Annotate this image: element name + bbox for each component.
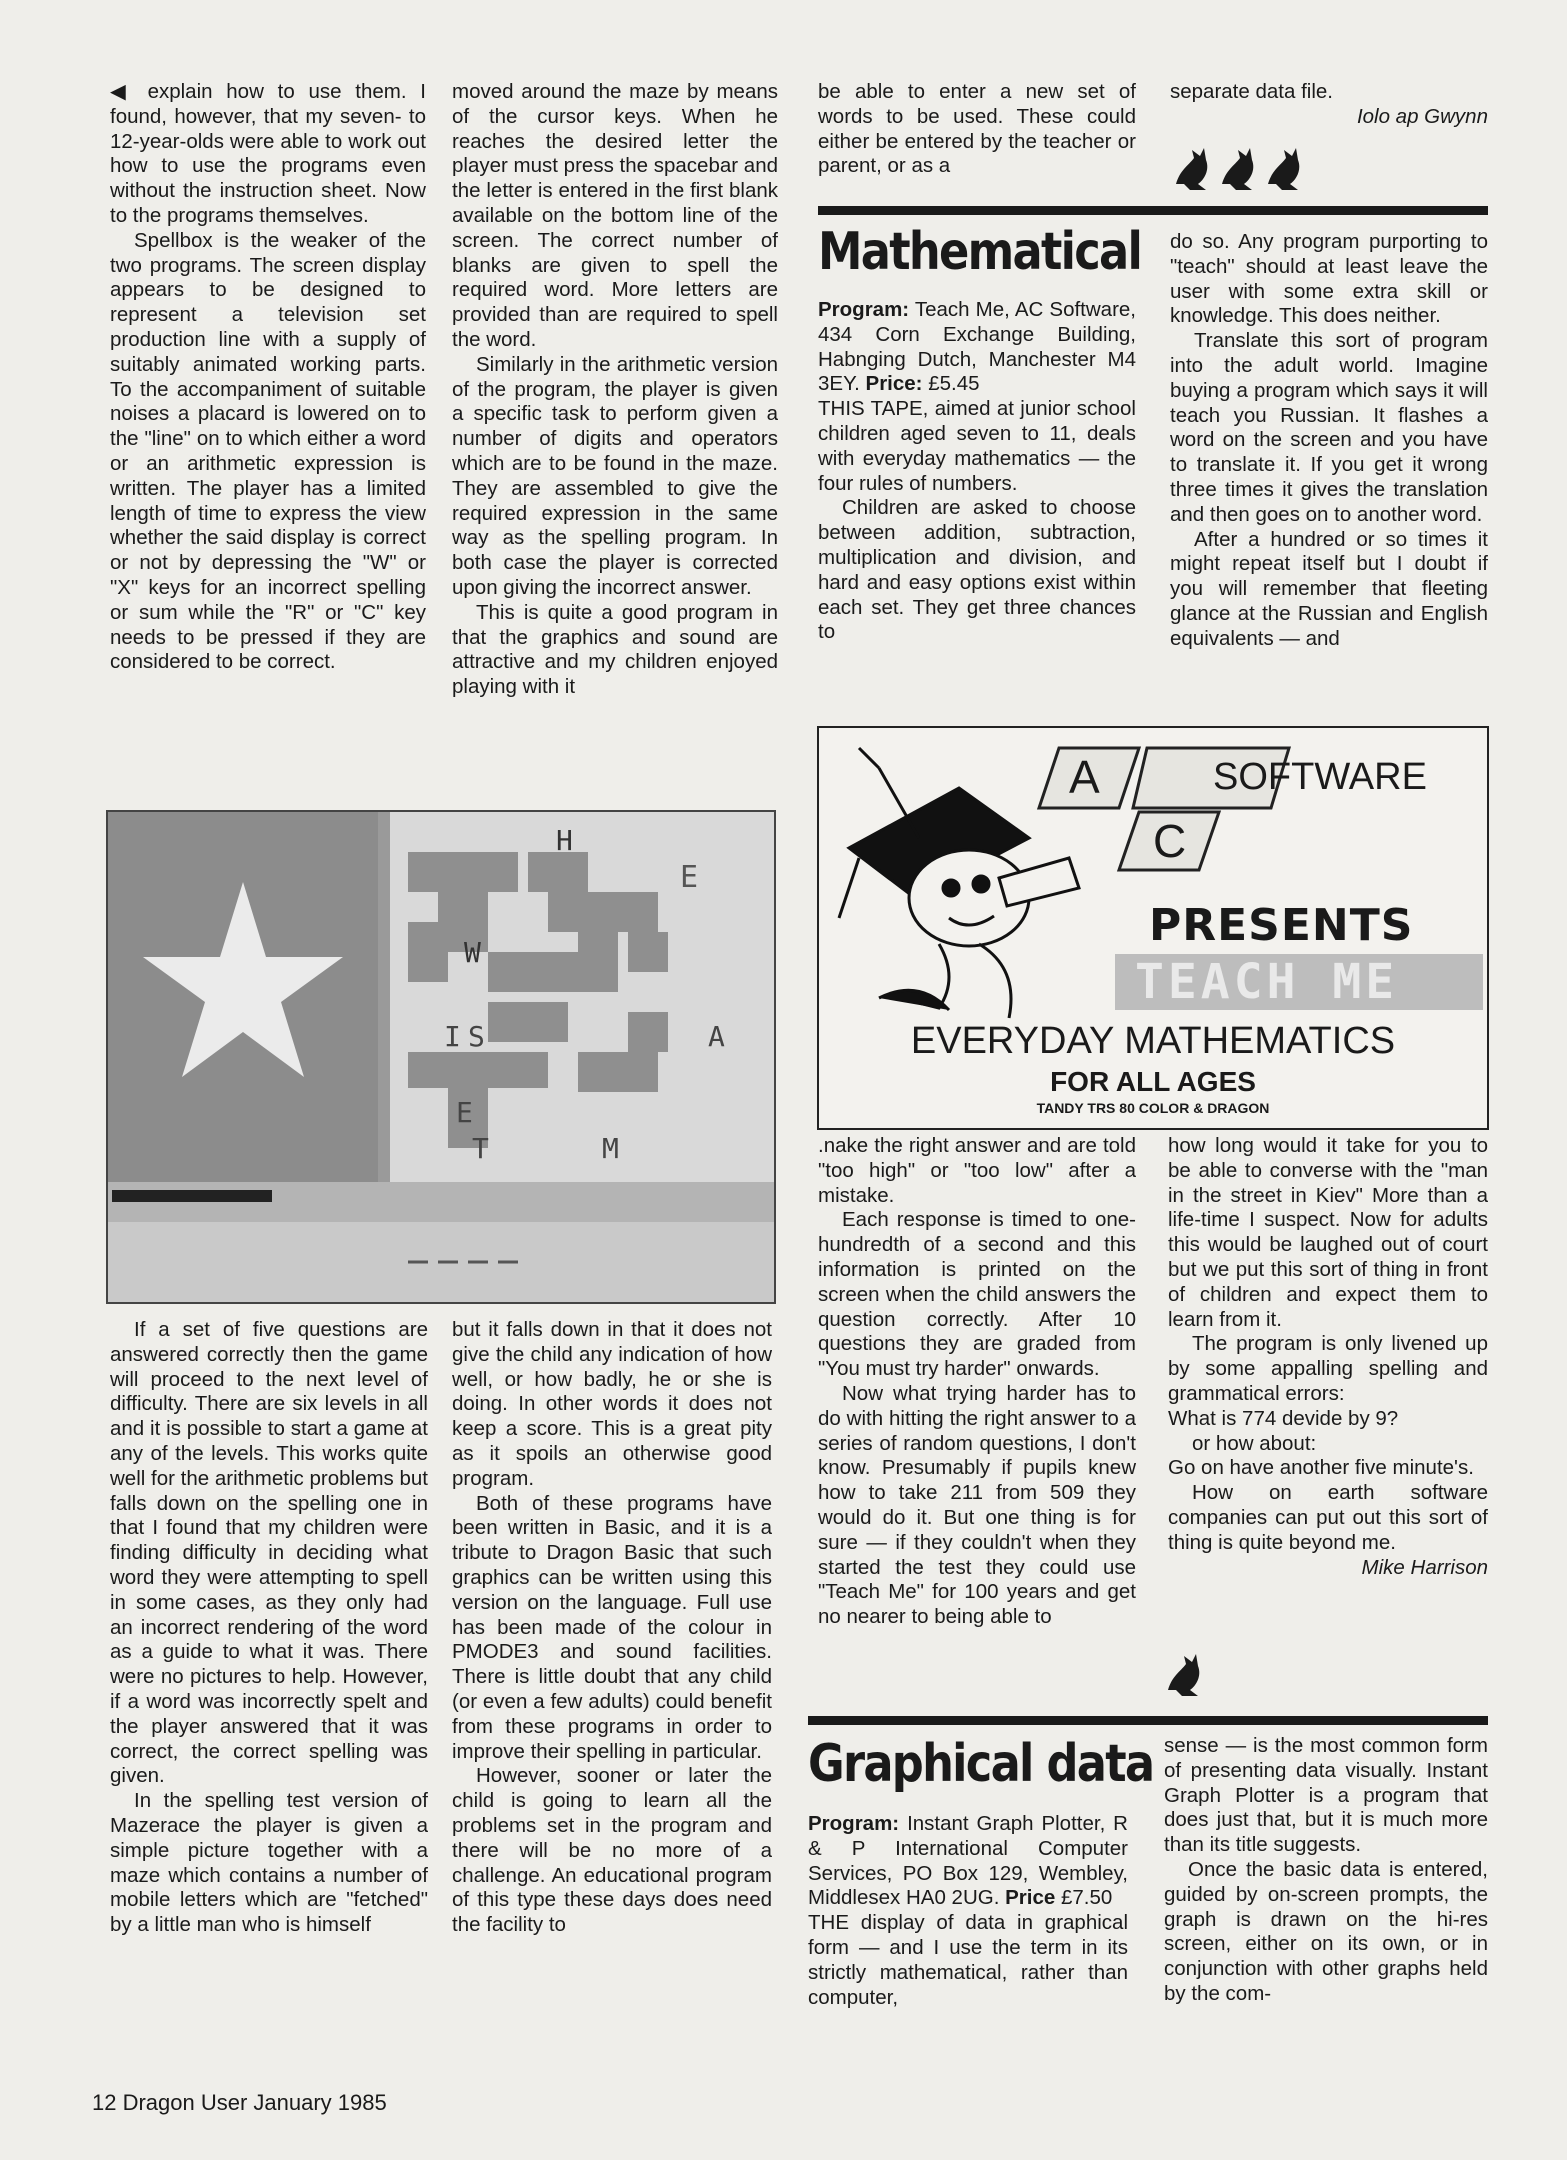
paragraph: Both of these programs have been written in Basic, and it is a tribute to Dragon Basic that such graphics can be written using this version on the language. Full use has been made of the colour in PMODE3 and sound facilities. There is little doubt that any child (or even a few adults) could benefit from these programs in order to improve their spelling in particular. — [452, 1491, 772, 1763]
software-label: SOFTWARE — [1213, 756, 1427, 798]
byline: Mike Harrison — [1361, 1555, 1488, 1579]
paragraph: Similarly in the arithmetic version of the program, the player is given a specific task to perform given a number of digits and operators which are to be found in the maze. They are assembled to give the required expression in the same way as the spelling program. In both case the player is corrected upon giving the incorrect answer. — [452, 352, 778, 599]
program-details: Instant Graph Plotter, R & P International Computer Services, PO Box 129, Wembley, Middlesex HA0 2UG. — [808, 1812, 1128, 1910]
maze-letter: A — [708, 1020, 725, 1053]
paragraph: Spellbox is the weaker of the two programs. The screen display appears to be designed to represent a television set production line with a supply of suitably animated working parts. To the accompaniment of suitable noises a placard is lowered on to the "line" on to which either a word or an arithmetic expression is written. The player has a limited length of time to express the view whether the said display is correct or not by depressing the "W" or "X" keys for an incorrect spelling or sum while the "R" or "C" key needs to be pressed if they are considered to be correct. — [110, 228, 426, 674]
math-col-left-2 — [818, 1134, 1136, 1694]
paragraph: separate data file. — [1170, 80, 1333, 103]
product-label: TEACH ME — [1135, 954, 1399, 1010]
price-label: Price — [1005, 1886, 1056, 1910]
paragraph: .nake the right answer and are told "too high" or "too low" after a mistake. — [818, 1134, 1136, 1207]
paragraph: sense — is the most common form of presenting data visually. Instant Graph Plotter is a program that does just that, but it is much more than its title suggests. — [1164, 1734, 1488, 1857]
paragraph: THE display of data in graphical form — and I use the term in its strictly mathematical, rather than computer, — [808, 1911, 1128, 2009]
dragon-logo-icon — [1170, 140, 1310, 196]
paragraph: How on earth software companies can put out this sort of thing is quite beyond me. — [1168, 1481, 1488, 1554]
col3-top — [818, 80, 1136, 190]
paragraph: Once the basic data is entered, guided by on-screen prompts, the graph is drawn on the hi-res screen, either on its own, or in conjunction with other graphs held by the com- — [1164, 1857, 1488, 2005]
price: £7.50 — [1060, 1886, 1113, 1910]
screenshot-art — [108, 812, 774, 1302]
program-label: Program: — [818, 298, 910, 321]
dragon-logo-icon — [1164, 1650, 1208, 1700]
math-col-right — [1170, 230, 1488, 714]
program-info — [818, 298, 1136, 397]
maze-letter: W — [464, 936, 481, 969]
col2-bottom — [452, 1318, 772, 2088]
col4-top — [1170, 80, 1488, 140]
graph-col-right — [1164, 1734, 1488, 2084]
graph-col-left — [808, 1812, 1128, 2084]
paragraph: be able to enter a new set of words to be used. These could either be entered by the teacher or parent, or as a — [818, 80, 1136, 178]
section-heading-mathematical: Mathematical — [818, 222, 1142, 282]
maze-letter: I — [444, 1020, 461, 1053]
program-details: Teach Me, AC Software, 434 Corn Exchange Building, Habnging Dutch, Manchester M4 3EY. — [818, 298, 1136, 396]
paragraph: THIS TAPE, aimed at junior school children aged seven to 11, deals with everyday mathematics — the four rules of numbers. — [818, 397, 1136, 495]
price: £5.45 — [928, 372, 980, 396]
col1-top — [110, 80, 426, 798]
paragraph: However, sooner or later the child is going to learn all the problems set in the program and there will be no more of a challenge. An educational program of this type these days does need the facility to — [452, 1764, 772, 1937]
price-label: Price: — [865, 372, 923, 396]
spelling-error: What is 774 devide by 9? — [1168, 1406, 1399, 1430]
maze-letter: E — [456, 1096, 473, 1129]
paragraph: Children are asked to choose between addition, subtraction, multiplication and division, and hard and easy options exist within each set. They get three chances to — [818, 496, 1136, 644]
paragraph: moved around the maze by means of the cursor keys. When he reaches the desired letter the player must press the spacebar and the letter is entered in the first blank available on the bottom line of the screen. The correct number of blanks are given to spell the required word. More letters are provided than are required to spell the word. — [452, 80, 778, 351]
maze-letter: H — [556, 824, 573, 857]
ad-headline: EVERYDAY MATHEMATICS — [910, 1020, 1396, 1062]
paragraph: ◀ explain how to use them. I found, however, that my seven- to 12-year-olds were able to work out how to use the programs even without the instruction sheet. Now to the programs themselves. — [110, 80, 426, 227]
paragraph: how long would it take for you to be able to converse with the "man in the street in Kiev" More than a life-time I suspect. Now for adults this would be laughed out of court but we put this sort of thing in front of children and expect them to learn from it. — [1168, 1134, 1488, 1331]
spelling-error: Go on have another five minute's. — [1168, 1456, 1474, 1480]
paragraph: If a set of five questions are answered correctly then the game will proceed to the next level of difficulty. There are six levels in all and it is possible to start a game at any of the levels. This works quite well for the arithmetic problems but falls down on the spelling one in that I found that my children were finding difficulty in deciding what word they were attempting to spell in some cases, as they only had an incorrect rendering of the word as a guide to what it was. There were no pictures to help. However, if a word was incorrectly spelt and the player answered that it was correct, the correct spelling was given. — [110, 1318, 428, 1788]
maze-letter: M — [602, 1132, 619, 1165]
paragraph: but it falls down in that it does not give the child any indication of how well, or how badly, he or she is doing. In other words it does not keep a score. This is a great pity as it spoils an otherwise good program. — [452, 1318, 772, 1490]
paragraph: Now what trying harder has to do with hitting the right answer to a series of random questions, I don't know. Presumably if pupils knew how to take 211 from 509 they would do it. But one thing is for sure — if they couldn't when they started the test they could use "Teach Me" for 100 years and get no nearer to being able to — [818, 1381, 1136, 1629]
paragraph: The program is only livened up by some appalling spelling and grammatical errors: — [1168, 1332, 1488, 1405]
byline: Iolo ap Gwynn — [1356, 104, 1488, 128]
maze-letter: T — [472, 1132, 489, 1165]
program-info — [808, 1812, 1128, 1911]
teach-me-advert — [817, 726, 1489, 1130]
paragraph: In the spelling test version of Mazerace the player is given a simple picture together with a maze which contains a number of mobile letters which are "fetched" by a little man who is himself — [110, 1789, 428, 1937]
cartoon-student-icon — [839, 748, 1079, 1018]
key-a-label: A — [1069, 751, 1100, 803]
ad-platforms: TANDY TRS 80 COLOR & DRAGON — [1036, 1100, 1270, 1116]
maze-letter: S — [468, 1020, 485, 1053]
section-rule — [808, 1716, 1488, 1725]
math-col-right-2 — [1168, 1134, 1488, 1664]
program-label: Program: — [808, 1812, 900, 1835]
paragraph: Each response is timed to one-hundredth of a second and this information is printed on the screen when the child answers the question correctly. After 10 questions they are graded from "You must try harder" onwards. — [818, 1208, 1136, 1381]
paragraph: do so. Any program purporting to "teach" should at least leave the user with some extra skill or knowledge. This does neither. — [1170, 230, 1488, 328]
mazerace-screenshot — [106, 810, 776, 1304]
page-footer: 12 Dragon User January 1985 — [92, 2090, 387, 2115]
key-c-label: C — [1153, 815, 1187, 867]
section-rule — [818, 206, 1488, 215]
presents-label: PRESENTS — [1149, 900, 1414, 951]
col2-top — [452, 80, 778, 798]
ad-subline: FOR ALL AGES — [1050, 1066, 1256, 1097]
maze-letter: E — [680, 860, 699, 895]
paragraph: After a hundred or so times it might repeat itself but I doubt if you will remember that fleeting glance at the Russian and English equivalents — and — [1170, 527, 1488, 650]
paragraph: Translate this sort of program into the adult world. Imagine buying a program which says it will teach you Russian. It flashes a word on the screen and you have to translate it. If you get it wrong three times it gives the translation and then goes on to another word. — [1170, 329, 1488, 526]
col1-bottom — [110, 1318, 428, 2088]
paragraph: This is quite a good program in that the graphics and sound are attractive and my children enjoyed playing with it — [452, 600, 778, 699]
section-heading-graphical: Graphical data — [808, 1734, 1154, 1794]
math-col-left — [818, 298, 1136, 710]
spelling-error: or how about: — [1192, 1431, 1317, 1455]
